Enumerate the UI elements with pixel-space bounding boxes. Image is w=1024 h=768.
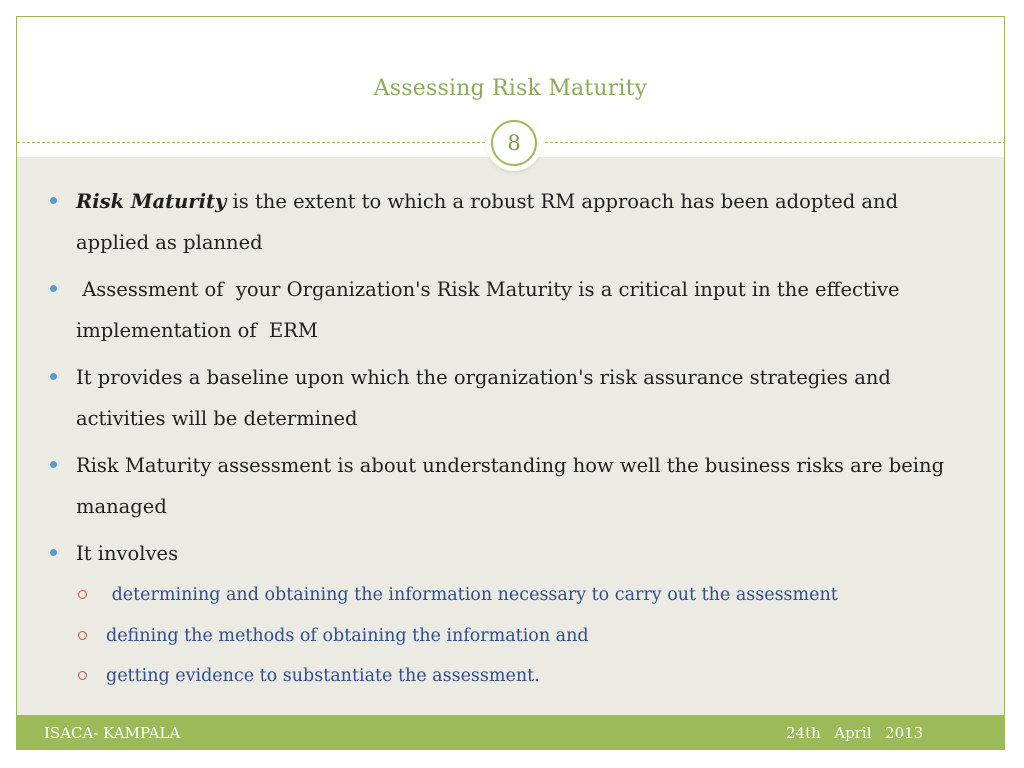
bullet-item <box>50 445 970 527</box>
bullet-dot-icon <box>50 373 57 380</box>
sub-bullet-text: defining the methods of obtaining the information and <box>106 625 589 646</box>
bullet-item <box>50 357 970 439</box>
header-divider-right <box>545 142 1005 143</box>
bullet-item <box>50 181 970 263</box>
sub-bullet-item <box>50 580 970 610</box>
slide-footer <box>17 715 1004 750</box>
footer-organization: ISACA- KAMPALA <box>44 724 181 742</box>
sub-bullet-text: determining and obtaining the information necessary to carry out the assessment <box>106 585 838 605</box>
bullet-text: Assessment of your Organization's Risk Maturity is a critical input in the effective implementation of ERM <box>76 278 906 342</box>
footer-date: 24th April 2013 <box>786 724 924 742</box>
bullet-item <box>50 533 970 574</box>
bullet-dot-icon <box>50 285 57 292</box>
bullet-dot-icon <box>50 461 57 468</box>
bullet-text: is the extent to which a robust RM approach has been adopted and applied as planned <box>76 190 899 254</box>
bullet-list <box>50 181 970 702</box>
slide-title: Assessing Risk Maturity <box>373 76 648 101</box>
sub-bullet-item <box>50 621 970 651</box>
page-number-badge <box>486 115 542 171</box>
bullet-emphasis: Risk Maturity <box>76 190 227 213</box>
slide <box>16 16 1005 750</box>
bullet-text: It provides a baseline upon which the organization's risk assurance strategies and activities will be determined <box>76 366 891 430</box>
sub-bullet-item <box>50 661 970 691</box>
page-number: 8 <box>491 120 537 166</box>
bullet-dot-icon <box>50 549 57 556</box>
header-divider-left <box>17 142 485 143</box>
sub-bullet-text: getting evidence to substantiate the assessment. <box>106 666 540 686</box>
bullet-item <box>50 269 970 351</box>
hollow-circle-bullet-icon <box>78 671 87 680</box>
slide-body <box>17 157 1004 715</box>
bullet-text: Risk Maturity assessment is about understanding how well the business risks are being managed <box>76 454 945 518</box>
hollow-circle-bullet-icon <box>78 590 87 599</box>
hollow-circle-bullet-icon <box>78 631 87 640</box>
bullet-text: It involves <box>76 542 179 565</box>
bullet-dot-icon <box>50 197 57 204</box>
